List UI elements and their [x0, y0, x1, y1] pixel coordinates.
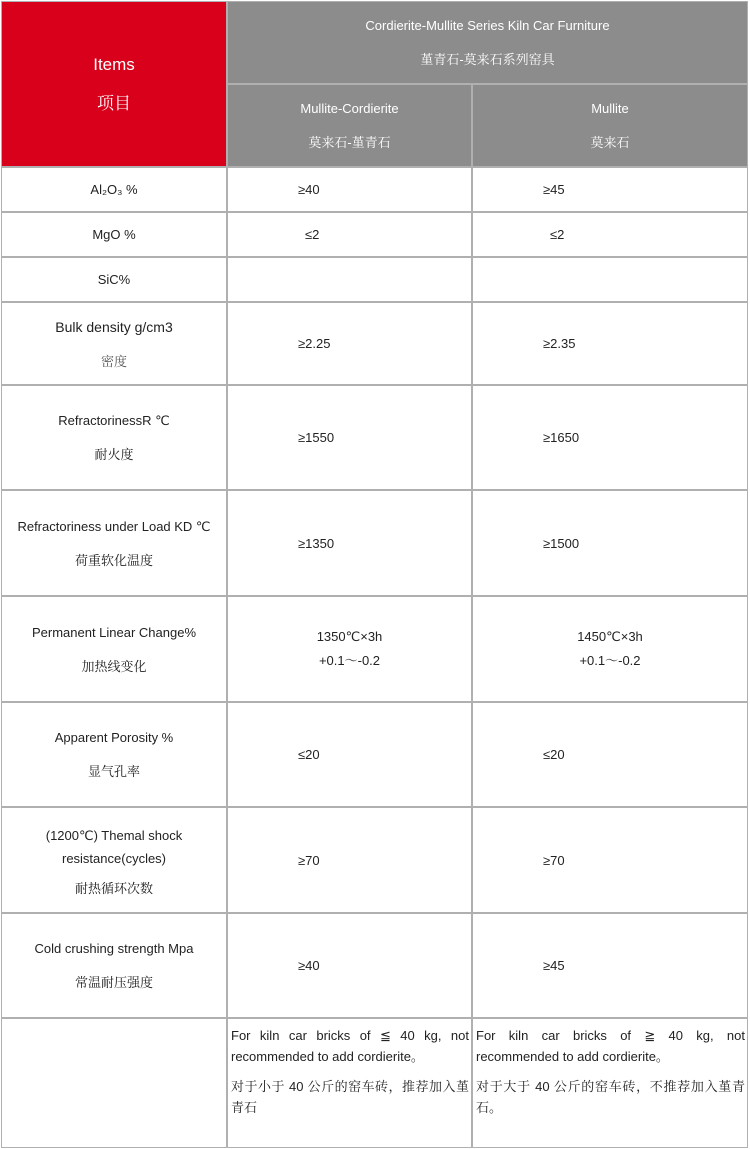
value-text: ≥1550 [298, 430, 335, 445]
row-label-text: SiC% [97, 272, 131, 287]
row-label-text: Al₂O₃ % [90, 182, 138, 197]
value-text: ≤20 [543, 747, 565, 762]
items-header-en: Items [93, 54, 135, 74]
note-col2-en: For kiln car bricks of ≧ 40 kg, not recommended to add cordierite。 [476, 1028, 745, 1064]
row-label-refractoriness [1, 385, 227, 490]
row-label-zh: 加热线变化 [81, 658, 147, 674]
value-cell [472, 385, 748, 490]
row-label-text: MgO % [92, 227, 136, 242]
row-label-sic [1, 257, 227, 302]
value-text: ≤20 [298, 747, 320, 762]
note-cell-col2 [472, 1018, 748, 1148]
series-header-cell [227, 1, 748, 84]
value-cell [472, 490, 748, 596]
row-label-al2o3 [1, 167, 227, 212]
value-text: ≥70 [298, 852, 320, 868]
row-label-zh: 密度 [100, 353, 127, 369]
value-cell [227, 702, 472, 807]
row-label-text: Bulk density g/cm3 [55, 318, 173, 335]
value-text: ≤2 [305, 227, 320, 242]
notes-label-cell [1, 1018, 227, 1148]
row-label-zh: 显气孔率 [87, 764, 140, 779]
value-cell [227, 490, 472, 596]
series-title-en: Cordierite-Mullite Series Kiln Car Furniture [365, 18, 610, 33]
row-label-text: Apparent Porosity % [54, 730, 174, 745]
value-text: ≥2.25 [298, 336, 331, 351]
value-text: +0.1～-0.2 [579, 653, 641, 668]
value-cell [227, 167, 472, 212]
row-label-text: RefractorinessR ℃ [58, 413, 170, 428]
row-label-text: Cold crushing strength Mpa [34, 941, 194, 956]
row-label-thermal-shock [1, 807, 227, 913]
row-label-cold-crushing-strength [1, 913, 227, 1018]
value-text: ≥45 [543, 182, 565, 197]
value-cell [227, 913, 472, 1018]
value-text: ≥45 [543, 958, 565, 973]
value-cell [227, 807, 472, 913]
row-label-text: (1200℃) Themal shock [45, 827, 183, 843]
note-col1-en: For kiln car bricks of ≦ 40 kg, not recommended to add cordierite。 [231, 1028, 469, 1064]
note-col2-zh: 对于大于 40 公斤的窑车砖，不推荐加入堇青石。 [476, 1079, 745, 1115]
series-title-zh: 堇青石-莫来石系列窑具 [420, 52, 555, 67]
value-text: 1450℃×3h [577, 629, 643, 644]
items-header-cell [1, 1, 227, 167]
value-text: ≥2.35 [543, 336, 576, 351]
value-text: ≥70 [543, 852, 565, 868]
col2-header-cell [472, 84, 748, 167]
row-label-zh: 荷重软化温度 [74, 552, 153, 568]
row-label-refractoriness-under-load [1, 490, 227, 596]
col1-header-cell [227, 84, 472, 167]
row-label-mgo [1, 212, 227, 257]
col1-header-en: Mullite-Cordierite [300, 101, 399, 116]
row-label-permanent-linear-change [1, 596, 227, 702]
row-label-apparent-porosity [1, 702, 227, 807]
value-cell [472, 302, 748, 385]
value-cell [472, 167, 748, 212]
value-text: ≥1350 [298, 535, 335, 551]
value-cell [472, 702, 748, 807]
value-cell [472, 807, 748, 913]
col2-header-en: Mullite [591, 101, 629, 116]
row-label-text: Refractoriness under Load KD ℃ [17, 518, 211, 534]
col1-header-zh: 莫来石-堇青石 [308, 135, 391, 150]
row-label-text: Permanent Linear Change% [31, 624, 197, 640]
value-cell [227, 302, 472, 385]
value-text: ≥40 [298, 182, 320, 197]
col2-header-zh: 莫来石 [590, 135, 630, 150]
value-text: 1350℃×3h [316, 629, 383, 644]
row-label-zh: 耐火度 [94, 447, 134, 462]
value-cell [472, 913, 748, 1018]
value-cell [227, 596, 472, 702]
value-cell [227, 385, 472, 490]
value-cell [227, 257, 472, 302]
value-cell [472, 596, 748, 702]
row-label-zh: 耐热循环次数 [74, 880, 153, 896]
note-cell-col1 [227, 1018, 472, 1148]
note-col1-zh: 对于小于 40 公斤的窑车砖，推荐加入堇青石 [231, 1079, 469, 1115]
row-label-bulk-density [1, 302, 227, 385]
value-cell [472, 212, 748, 257]
row-label-zh: 常温耐压强度 [74, 975, 153, 990]
value-cell [472, 257, 748, 302]
value-text: ≥1650 [543, 430, 580, 445]
value-text: ≤2 [550, 227, 565, 242]
value-text: ≥1500 [543, 535, 580, 551]
value-text: ≥40 [298, 958, 320, 973]
value-cell [227, 212, 472, 257]
items-header-zh: 项目 [97, 93, 131, 113]
row-label-text: resistance(cycles) [61, 850, 167, 866]
value-text: +0.1～-0.2 [318, 653, 381, 668]
